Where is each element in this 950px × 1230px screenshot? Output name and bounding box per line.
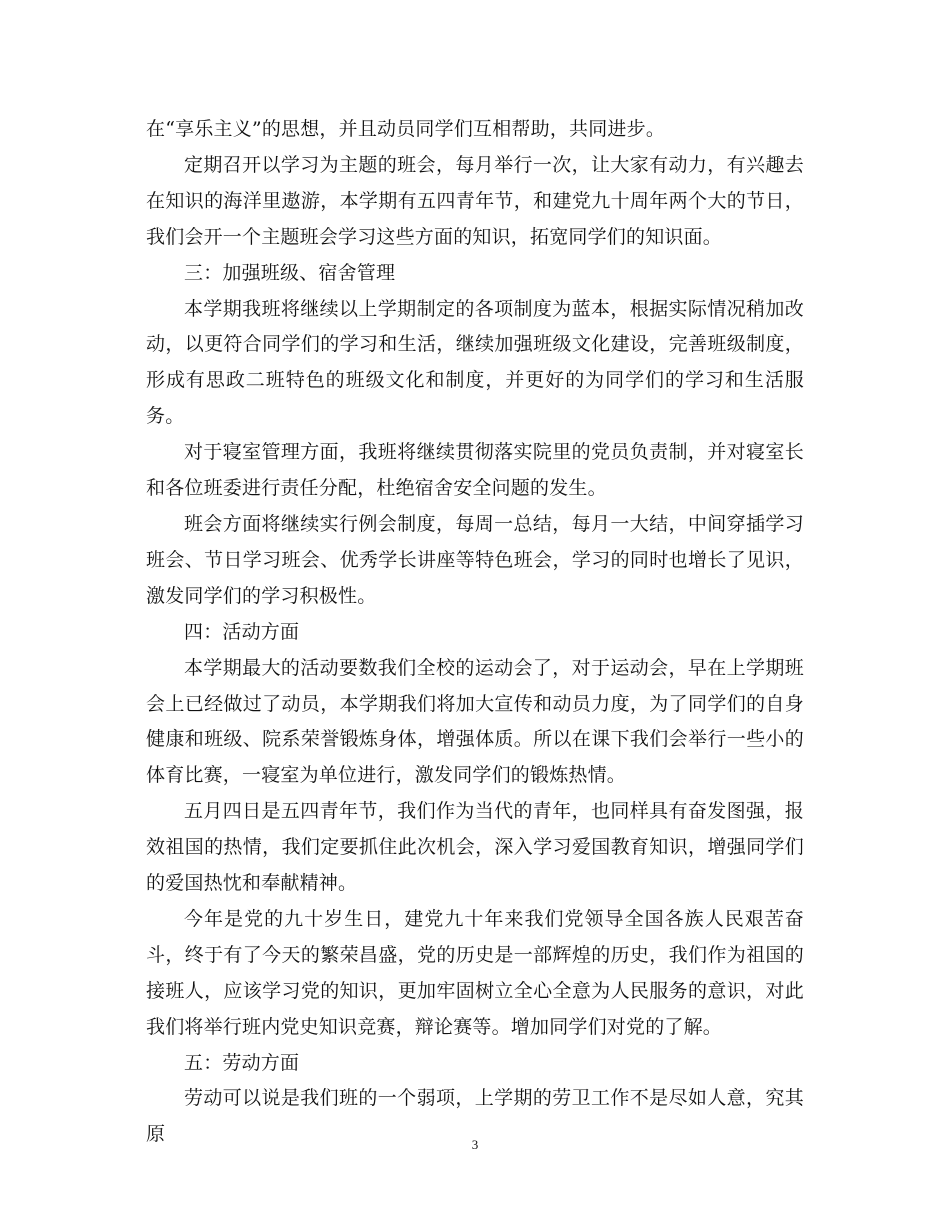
section-heading: 四：活动方面 [184,620,300,643]
paragraph: 定期召开以学习为主题的班会，每月举行一次，让大家有动力，有兴趣去在知识的海洋里遨游，本学期有五四青年节，和建党九十周年两个大的节日，我们会开一个主题班会学习这些方面的知识，拓宽同学们的知识面。 [146,153,804,248]
section-heading: 三：加强班级、宿舍管理 [184,261,396,284]
paragraph: 五月四日是五四青年节，我们作为当代的青年，也同样具有奋发图强，报效祖国的热情，我们定要抓住此次机会，深入学习爱国教育知识，增强同学们的爱国热忱和奉献精神。 [146,800,804,895]
paragraph: 班会方面将继续实行例会制度，每周一总结，每月一大结，中间穿插学习班会、节日学习班会、优秀学长讲座等特色班会，学习的同时也增长了见识，激发同学们的学习积极性。 [146,512,804,607]
paragraph: 在“享乐主义”的思想，并且动员同学们互相帮助，共同进步。 [146,118,666,140]
document-body [146,112,804,1153]
paragraph: 劳动可以说是我们班的一个弱项，上学期的劳卫工作不是尽如人意，究其原 [146,1087,804,1146]
paragraph: 本学期最大的活动要数我们全校的运动会了，对于运动会，早在上学期班会上已经做过了动员，本学期我们将加大宣传和动员力度，为了同学们的自身健康和班级、院系荣誉锻炼身体，增强体质。所以在课下我们会举行一些小的体育比赛，一寝室为单位进行，激发同学们的锻炼热情。 [146,656,804,787]
paragraph: 本学期我班将继续以上学期制定的各项制度为蓝本，根据实际情况稍加改动，以更符合同学们的学习和生活，继续加强班级文化建设，完善班级制度，形成有思政二班特色的班级文化和制度，并更好的为同学们的学习和生活服务。 [146,297,804,428]
section-heading: 五：劳动方面 [184,1051,300,1074]
page-number: 3 [471,1137,479,1152]
paragraph: 对于寝室管理方面，我班将继续贯彻落实院里的党员负责制，并对寝室长和各位班委进行责任分配，杜绝宿舍安全问题的发生。 [146,441,804,500]
paragraph: 今年是党的九十岁生日，建党九十年来我们党领导全国各族人民艰苦奋斗，终于有了今天的繁荣昌盛，党的历史是一部辉煌的历史，我们作为祖国的接班人，应该学习党的知识，更加牢固树立全心全意为人民服务的意识，对此我们将举行班内党史知识竞赛，辩论赛等。增加同学们对党的了解。 [146,907,804,1038]
